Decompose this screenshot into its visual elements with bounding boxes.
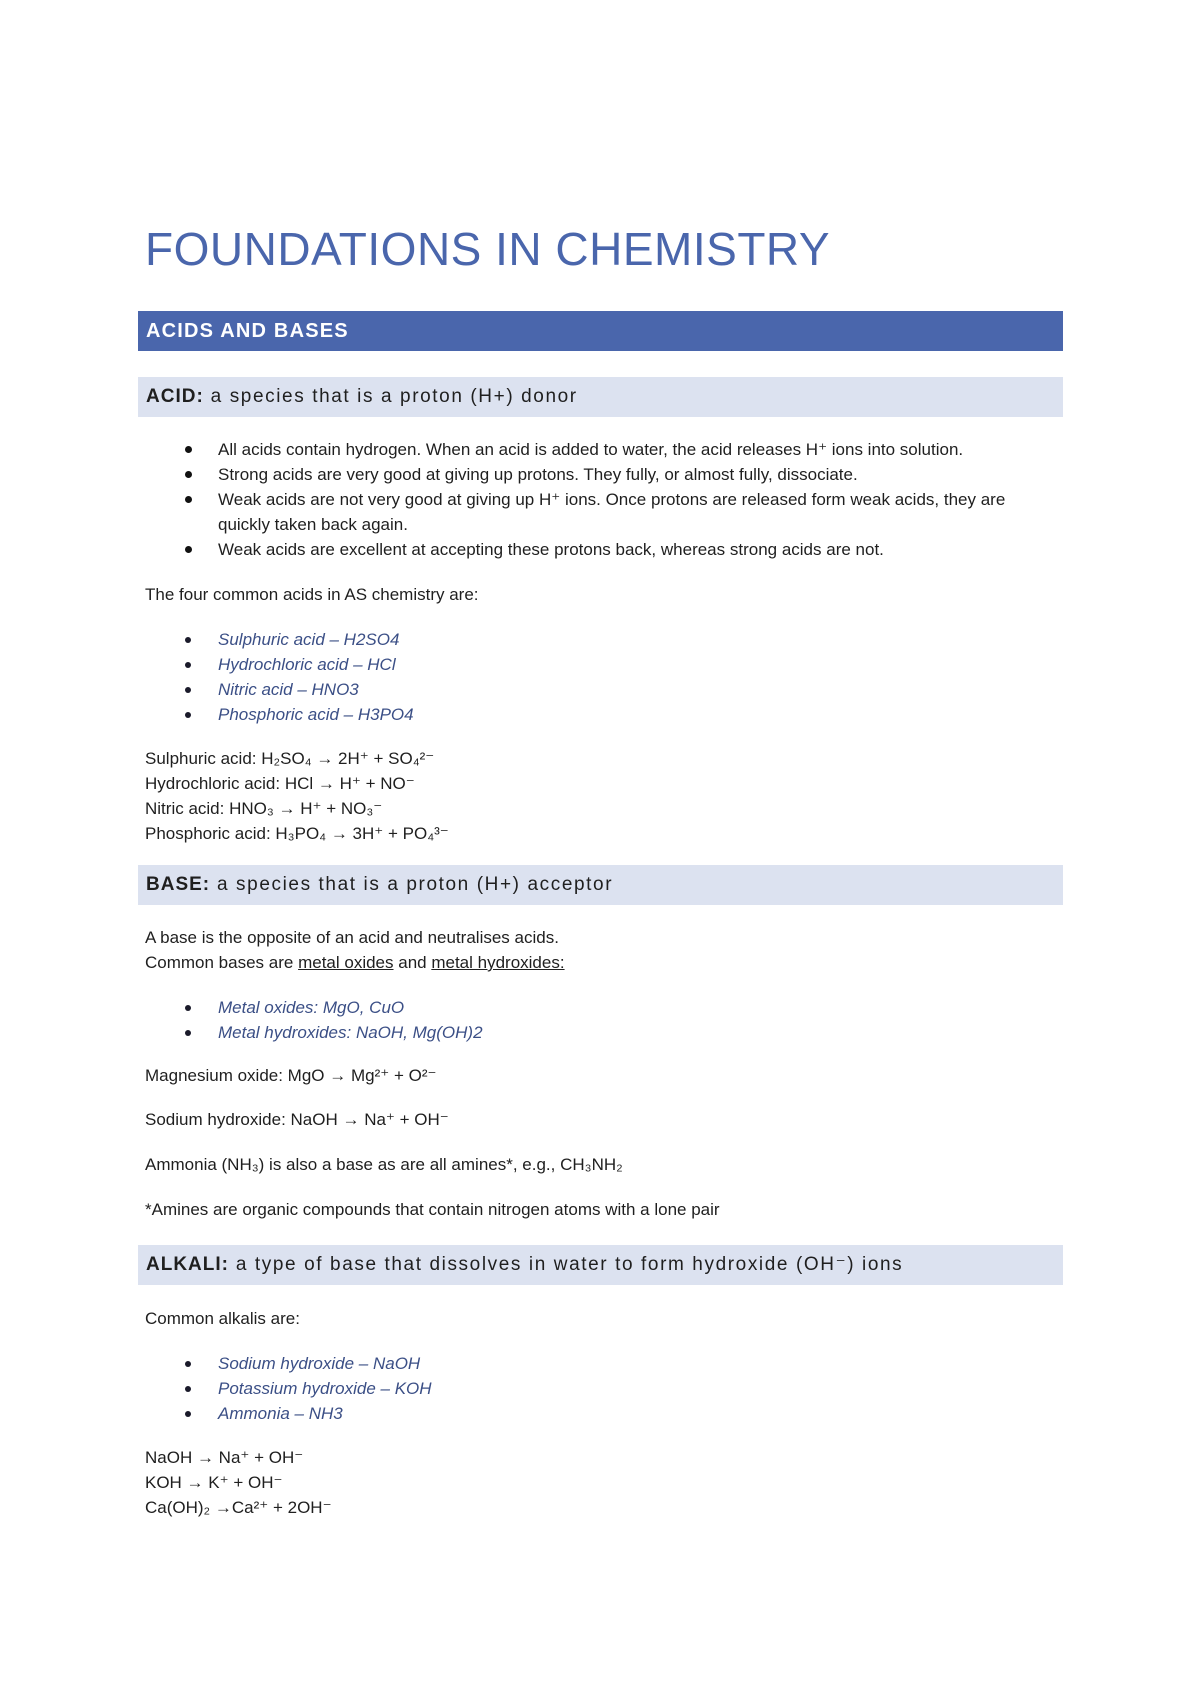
alkali-intro: Common alkalis are: <box>145 1309 300 1328</box>
list-item: Weak acids are not very good at giving up H⁺ ions. Once protons are released form weak acids, they are quickly taken back again. <box>145 487 1045 537</box>
alkali-equations <box>145 1445 1045 1520</box>
acid-bullets <box>145 437 1045 562</box>
base-description <box>145 925 1045 975</box>
equation: KOH → K⁺ + OH⁻ <box>145 1473 283 1492</box>
list-item: Nitric acid – HNO3 <box>145 677 1045 702</box>
alkali-definition-band <box>138 1245 1063 1285</box>
acid-definition-band <box>138 377 1063 417</box>
list-item: Metal oxides: MgO, CuO <box>145 995 1045 1020</box>
alkali-definition: a type of base that dissolves in water to form hydroxide (OH⁻) ions <box>228 1254 904 1275</box>
base-definition: a species that is a proton (H+) acceptor <box>210 874 614 895</box>
acid-term: ACID: <box>146 386 204 407</box>
equation: Sulphuric acid: H₂SO₄ → 2H⁺ + SO₄²⁻ <box>145 749 435 768</box>
acid-equations <box>145 746 1045 846</box>
base-line-1: A base is the opposite of an acid and neutralises acids. <box>145 928 559 947</box>
equation: NaOH → Na⁺ + OH⁻ <box>145 1448 304 1467</box>
list-item: Metal hydroxides: NaOH, Mg(OH)2 <box>145 1020 1045 1045</box>
acid-common-list <box>145 627 1045 727</box>
metal-hydroxides-link: metal hydroxides: <box>431 953 565 972</box>
list-item: Sulphuric acid – H2SO4 <box>145 627 1045 652</box>
equation: Ca(OH)₂ →Ca²⁺ + 2OH⁻ <box>145 1498 332 1517</box>
list-item: Phosphoric acid – H3PO4 <box>145 702 1045 727</box>
equation: Hydrochloric acid: HCl → H⁺ + NO⁻ <box>145 774 415 793</box>
alkali-common-list <box>145 1351 1045 1426</box>
list-item: Potassium hydroxide – KOH <box>145 1376 1045 1401</box>
acid-definition: a species that is a proton (H+) donor <box>203 386 578 407</box>
base-examples-list <box>145 995 1045 1045</box>
alkali-term: ALKALI: <box>146 1254 229 1275</box>
list-item: Ammonia – NH3 <box>145 1401 1045 1426</box>
equation-mgo: Magnesium oxide: MgO → Mg²⁺ + O²⁻ <box>145 1066 437 1085</box>
list-item: Strong acids are very good at giving up protons. They fully, or almost fully, dissociate. <box>145 462 1045 487</box>
page-title: FOUNDATIONS IN CHEMISTRY <box>145 223 830 275</box>
equation: Nitric acid: HNO₃ → H⁺ + NO₃⁻ <box>145 799 383 818</box>
list-item: Weak acids are excellent at accepting these protons back, whereas strong acids are not. <box>145 537 1045 562</box>
section-banner: ACIDS AND BASES <box>138 311 1063 351</box>
ammonia-note: Ammonia (NH₃) is also a base as are all amines*, e.g., CH₃NH₂ <box>145 1155 623 1174</box>
base-line-2-mid: and <box>393 953 432 972</box>
base-term: BASE: <box>146 874 211 895</box>
acid-intro: The four common acids in AS chemistry are: <box>145 585 479 604</box>
equation: Phosphoric acid: H₃PO₄ → 3H⁺ + PO₄³⁻ <box>145 824 449 843</box>
list-item: Hydrochloric acid – HCl <box>145 652 1045 677</box>
base-definition-band <box>138 865 1063 905</box>
base-line-2 <box>145 950 1045 975</box>
base-line-2-prefix: Common bases are <box>145 953 299 972</box>
amines-footnote: *Amines are organic compounds that contain nitrogen atoms with a lone pair <box>145 1200 720 1219</box>
list-item: All acids contain hydrogen. When an acid is added to water, the acid releases H⁺ ions into solution. <box>145 437 1045 462</box>
equation-naoh: Sodium hydroxide: NaOH → Na⁺ + OH⁻ <box>145 1110 449 1129</box>
list-item: Sodium hydroxide – NaOH <box>145 1351 1045 1376</box>
metal-oxides-link: metal oxides <box>298 953 394 972</box>
